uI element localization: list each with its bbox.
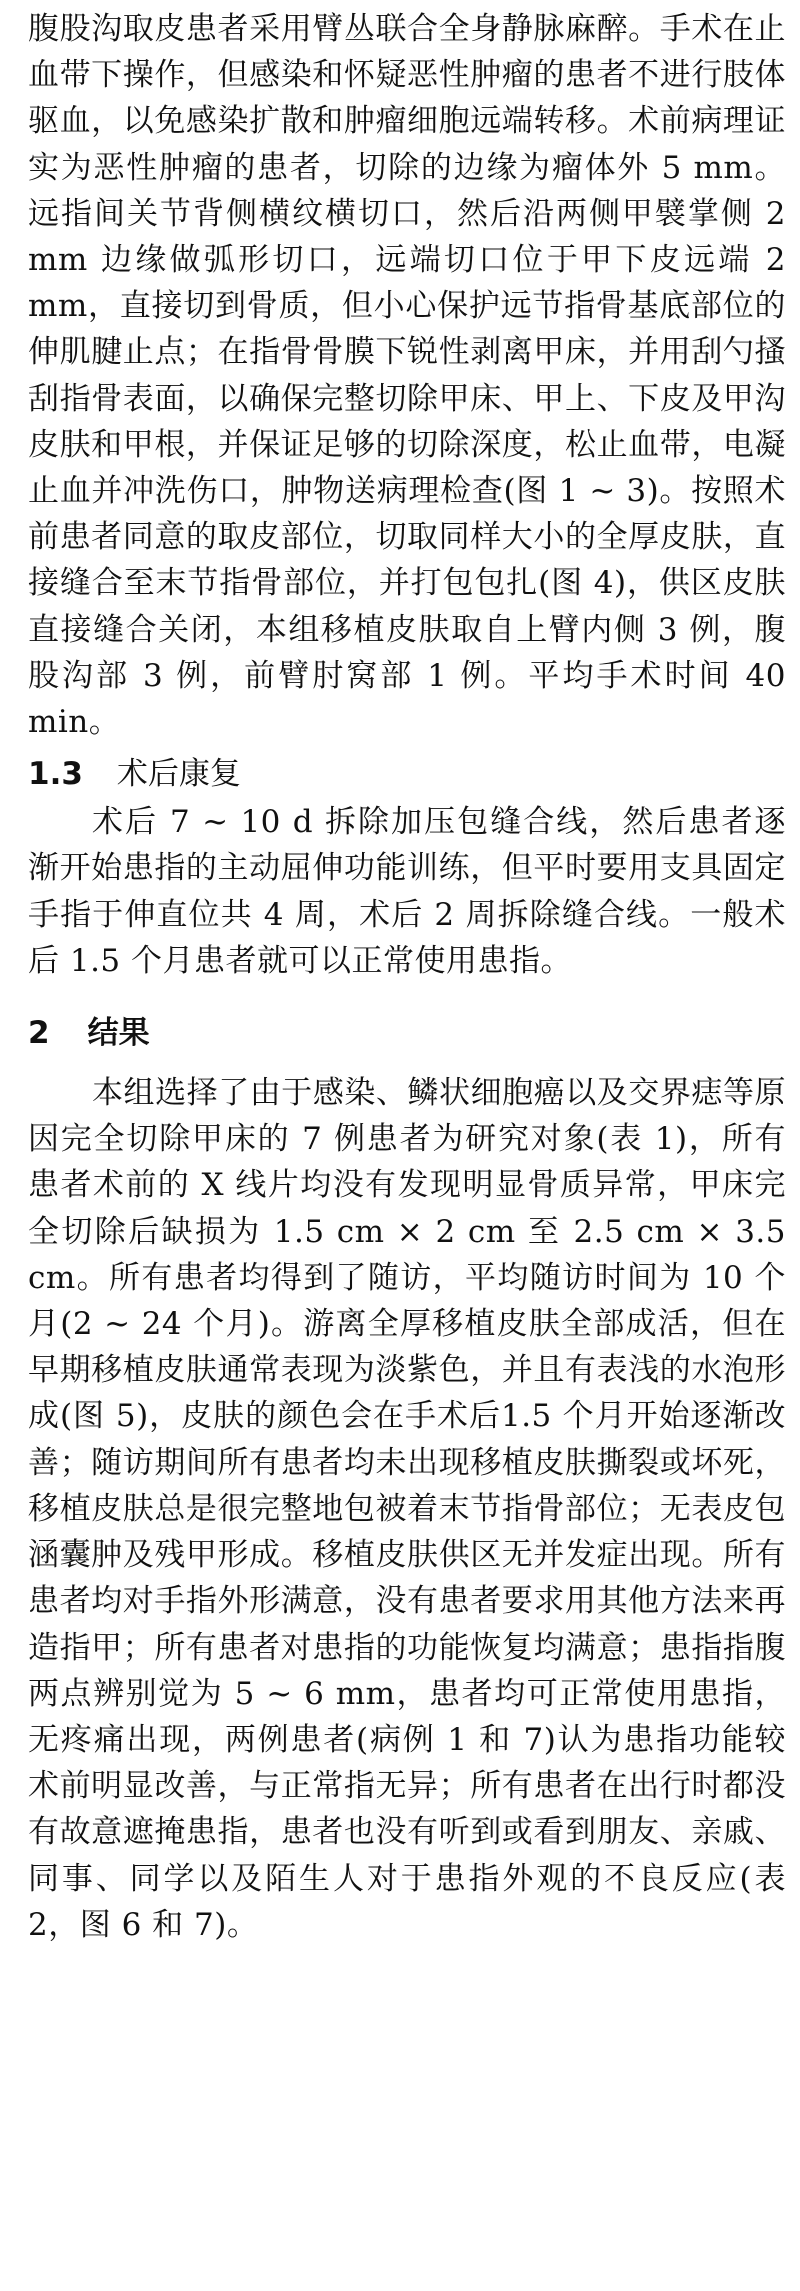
section-heading-rehab bbox=[28, 751, 786, 797]
rehab-paragraph: 术后 7 ~ 10 d 拆除加压包缝合线，然后患者逐渐开始患指的主动屈伸功能训练，但平时要用支具固定手指于伸直位共 4 周，术后 2 周拆除缝合线。一般术后 1.5 个月患者就可以正常使用患指。 bbox=[28, 804, 786, 979]
section-number: 2 bbox=[28, 1015, 50, 1052]
section-title: 结果 bbox=[87, 1015, 150, 1052]
section-title: 术后康复 bbox=[116, 756, 241, 793]
results-paragraph: 本组选择了由于感染、鳞状细胞癌以及交界痣等原因完全切除甲床的 7 例患者为研究对象(表 1)，所有患者术前的 X 线片均没有发现明显骨质异常，甲床完全切除后缺损为 1.5 cm × 2 cm 至 2.5 cm × 3.5 cm。所有患者均得到了随访，平均随访时间为 10 个月(2 ~ 24 个月)。游离全厚移植皮肤全部成活，但在早期移植皮肤通常表现为淡紫色，并且有表浅的水泡形成(图 5)，皮肤的颜色会在手术后1.5 个月开始逐渐改善；随访期间所有患者均未出现移植皮肤撕裂或坏死，移植皮肤总是很完整地包被着末节指骨部位；无表皮包涵囊肿及残甲形成。移植皮肤供区无并发症出现。所有患者均对手指外形满意，没有患者要求用其他方法来再造指甲；所有患者对患指的功能恢复均满意；患指指腹两点辨别觉为 5 ~ 6 mm，患者均可正常使用患指，无疼痛出现，两例患者(病例 1 和 7)认为患指功能较术前明显改善，与正常指无异；所有患者在出行时都没有故意遮掩患指，患者也没有听到或看到朋友、亲戚、同事、同学以及陌生人对于患指外观的不良反应(表 2，图 6 和 7)。 bbox=[28, 1075, 786, 1943]
section-number: 1.3 bbox=[28, 756, 83, 793]
methods-paragraph: 腹股沟取皮患者采用臂丛联合全身静脉麻醉。手术在止血带下操作，但感染和怀疑恶性肿瘤的患者不进行肢体驱血，以免感染扩散和肿瘤细胞远端转移。术前病理证实为恶性肿瘤的患者，切除的边缘为瘤体外 5 mm。远指间关节背侧横纹横切口，然后沿两侧甲襞掌侧 2 mm 边缘做弧形切口，远端切口位于甲下皮远端 2 mm，直接切到骨质，但小心保护远节指骨基底部位的伸肌腱止点；在指骨骨膜下锐性剥离甲床，并用刮勺搔刮指骨表面，以确保完整切除甲床、甲上、下皮及甲沟皮肤和甲根，并保证足够的切除深度，松止血带，电凝止血并冲洗伤口，肿物送病理检查(图 1 ~ 3)。按照术前患者同意的取皮部位，切取同样大小的全厚皮肤，直接缝合至末节指骨部位，并打包包扎(图 4)，供区皮肤直接缝合关闭，本组移植皮肤取自上臂内侧 3 例，腹股沟部 3 例，前臂肘窝部 1 例。平均手术时间 40 min。 bbox=[28, 11, 786, 741]
section-heading-results bbox=[28, 1010, 786, 1056]
